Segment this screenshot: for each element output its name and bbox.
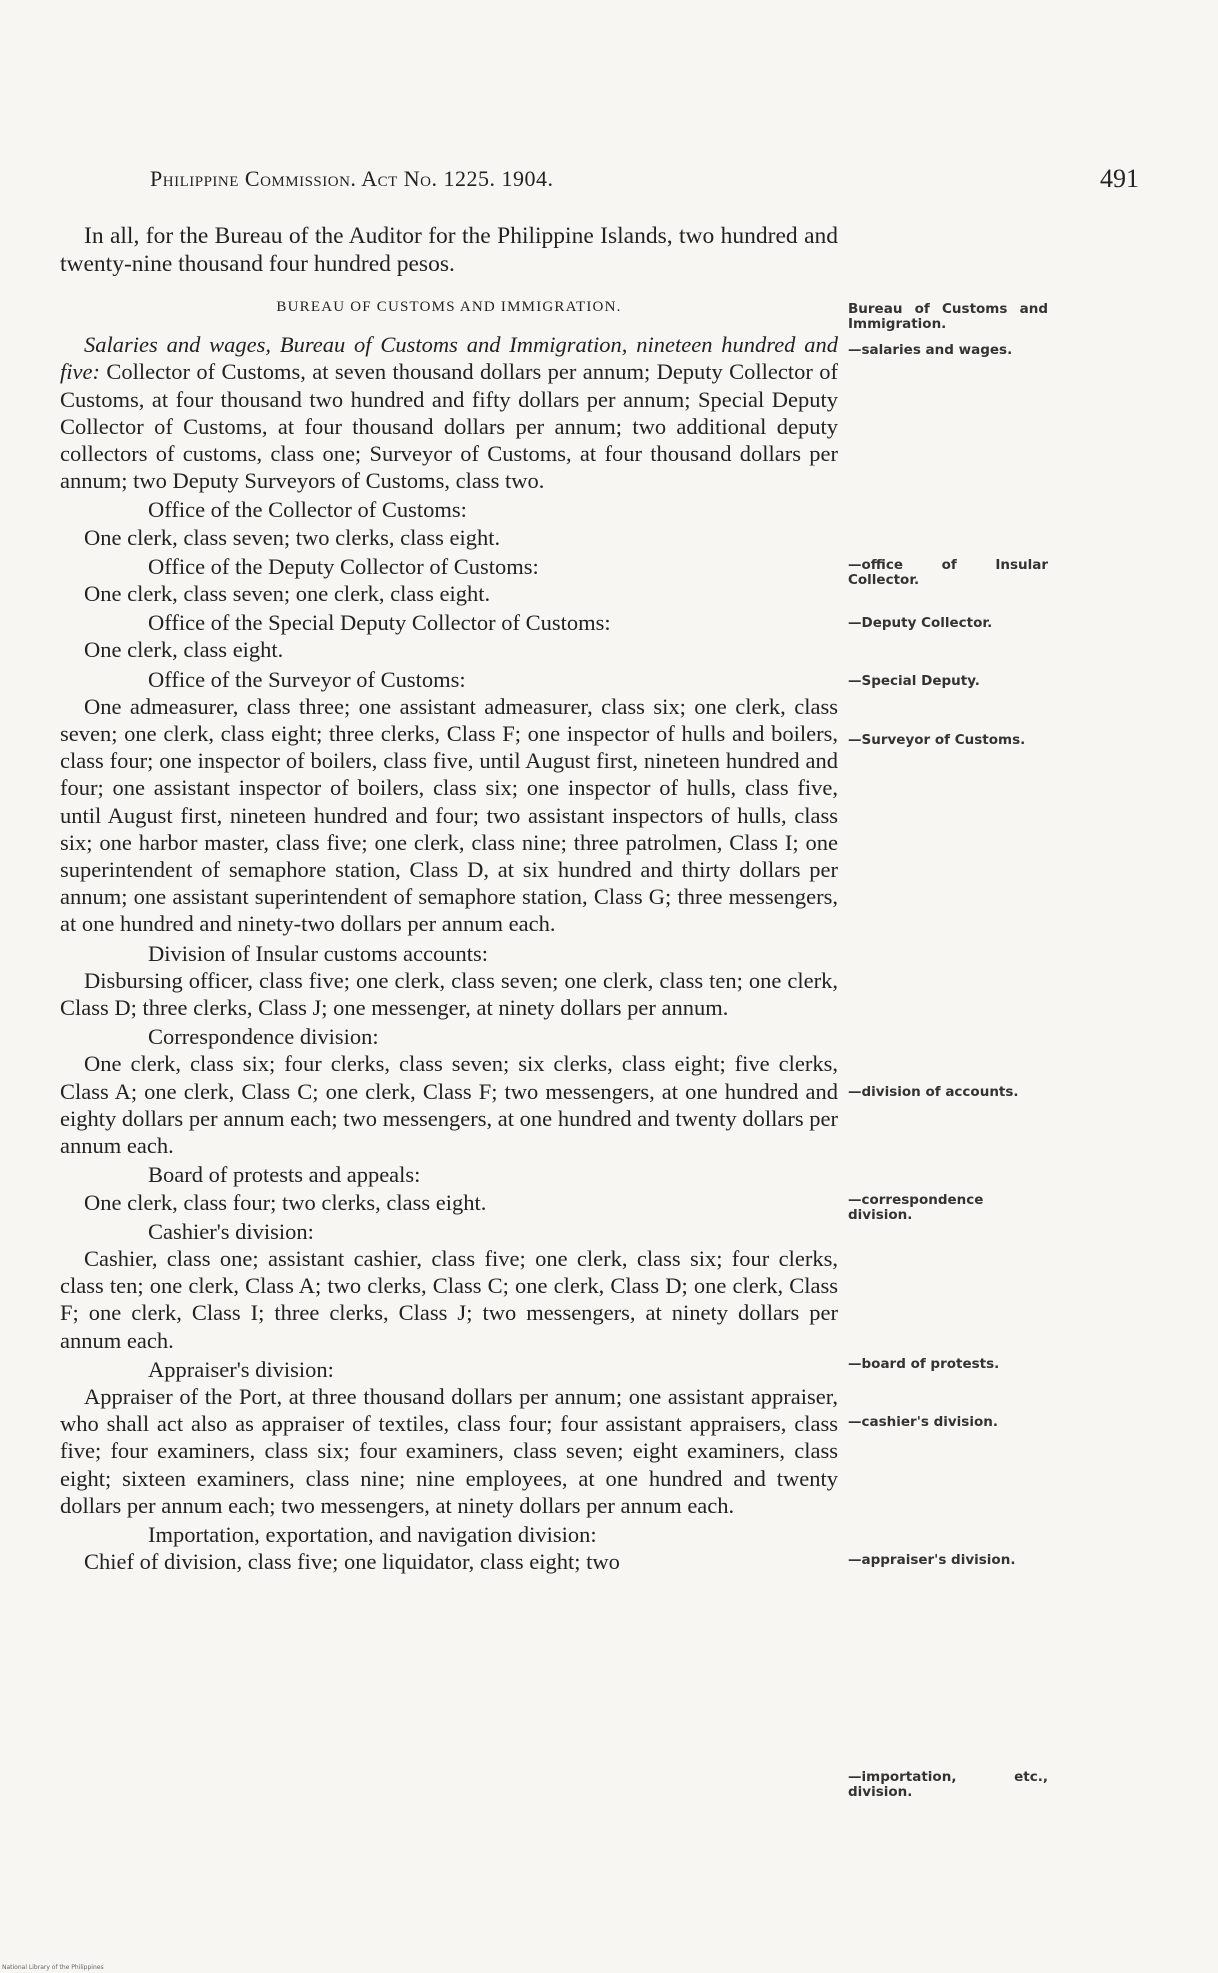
- office-heading-special-deputy: Office of the Special Deputy Collector of Customs:: [148, 610, 611, 636]
- margin-note-salaries: —salaries and wages.: [848, 342, 1013, 358]
- office-heading-collector: Office of the Collector of Customs:: [148, 497, 467, 523]
- office-body-correspondence: One clerk, class six; four clerks, class seven; six clerks, class eight; five clerks, Class A; one clerk, Class C; one clerk, Class F; two messengers, at one hundred and eighty dollars per annum each; two messengers, at one hundred and twenty dollars per annum each.: [60, 1051, 838, 1159]
- intro-paragraph: In all, for the Bureau of the Auditor for the Philippine Islands, two hundred and twenty-nine thousand four hundred pesos.: [60, 223, 838, 277]
- office-body-special-deputy: One clerk, class eight.: [84, 637, 284, 663]
- margin-note-protests: —board of protests.: [848, 1356, 1000, 1372]
- office-heading-appraiser: Appraiser's division:: [148, 1356, 334, 1382]
- office-heading-deputy: Office of the Deputy Collector of Customs:: [148, 553, 539, 579]
- office-body-appraiser: Appraiser of the Port, at three thousand dollars per annum; one assistant appraiser, who shall act also as appraiser of textiles, class four; four assistant appraisers, class five; four examiners, class six; four examiners, class seven; eight examiners, class eight; sixteen examiners, class nine; nine employees, at one hundred and twenty dollars per annum each; two messengers, at ninety dollars per annum each.: [60, 1383, 838, 1518]
- office-body-deputy: One clerk, class seven; one clerk, class eight.: [84, 581, 491, 607]
- library-stamp: National Library of the Philippines: [2, 1964, 104, 1971]
- office-body-collector: One clerk, class seven; two clerks, class eight.: [84, 524, 501, 550]
- margin-note-cashier: —cashier's division.: [848, 1414, 998, 1430]
- running-header: Philippine Commission. Act No. 1225. 1904.: [150, 166, 554, 191]
- margin-note-accounts: —division of accounts.: [848, 1084, 1019, 1100]
- office-body-cashier: Cashier, class one; assistant cashier, class five; one clerk, class six; four clerks, class ten; one clerk, Class A; two clerks, Class C; one clerk, Class D; one clerk, Class F; one clerk, Class I; three clerks, Class J; two messengers, at ninety dollars per annum each.: [60, 1245, 838, 1353]
- margin-note-correspondence: —correspondence division.: [848, 1192, 984, 1223]
- margin-note-appraiser: —appraiser's division.: [848, 1552, 1016, 1568]
- office-heading-accounts: Division of Insular customs accounts:: [148, 940, 488, 966]
- margin-note-bureau: Bureau of Customs and Immigration.: [848, 301, 1048, 332]
- salaries-lead: Salaries and wages, Bureau of Customs and Immigration, nineteen hundred and five:: [60, 332, 838, 385]
- margin-note-importation: —importation, etc., division.: [848, 1769, 1048, 1800]
- office-heading-surveyor: Office of the Surveyor of Customs:: [148, 666, 466, 692]
- office-heading-cashier: Cashier's division:: [148, 1218, 314, 1244]
- office-heading-protests: Board of protests and appeals:: [148, 1162, 421, 1188]
- section-heading: BUREAU OF CUSTOMS AND IMMIGRATION.: [276, 299, 622, 315]
- margin-note-deputy: —Deputy Collector.: [848, 615, 993, 631]
- main-text-column: [60, 222, 838, 1577]
- page-number: 491: [1100, 164, 1139, 193]
- office-heading-correspondence: Correspondence division:: [148, 1024, 379, 1050]
- office-heading-importation: Importation, exportation, and navigation division:: [148, 1521, 597, 1547]
- margin-note-collector: —office of Insular Collector.: [848, 557, 1048, 588]
- office-body-surveyor: One admeasurer, class three; one assistant admeasurer, class six; one clerk, class seven; one clerk, class eight; three clerks, Class F; one inspector of hulls and boilers, class four; one inspector of boilers, class five, until August first, nineteen hundred and four; one assistant inspector of boilers, class six; one inspector of hulls, class five, until August first, nineteen hundred and four; two assistant inspectors of hulls, class six; one harbor master, class five; one clerk, class nine; three patrolmen, Class I; one superintendent of semaphore station, Class D, at six hundred and thirty dollars per annum; one assistant superintendent of semaphore station, Class G; three messengers, at one hundred and ninety-two dollars per annum each.: [60, 693, 838, 937]
- office-body-protests: One clerk, class four; two clerks, class eight.: [84, 1189, 487, 1215]
- office-body-accounts: Disbursing officer, class five; one clerk, class seven; one clerk, class ten; one clerk, Class D; three clerks, Class J; one messenger, at ninety dollars per annum.: [60, 967, 838, 1021]
- salaries-paragraph: [60, 331, 838, 494]
- office-body-importation: Chief of division, class five; one liquidator, class eight; two: [84, 1549, 620, 1575]
- salaries-text: Collector of Customs, at seven thousand dollars per annum; Deputy Collector of Customs, at four thousand two hundred and fifty dollars per annum; Special Deputy Collector of Customs, at four thousand dollars per annum; two additional deputy collectors of customs, class one; Surveyor of Customs, at four thousand dollars per annum; two Deputy Surveyors of Customs, class two.: [60, 359, 838, 494]
- margin-note-surveyor: —Surveyor of Customs.: [848, 732, 1026, 748]
- margin-note-special-deputy: —Special Deputy.: [848, 673, 980, 689]
